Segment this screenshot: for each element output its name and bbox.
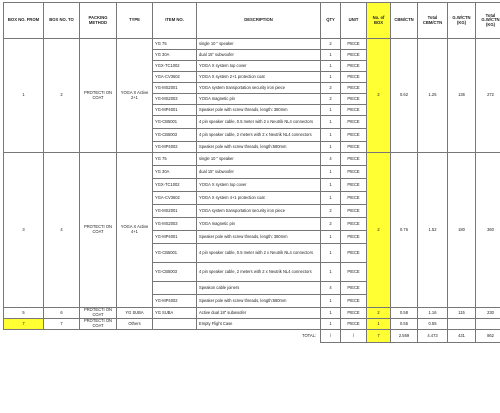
total-cbm: 1.16	[418, 308, 448, 319]
item-qty: 1	[321, 142, 341, 153]
item-no: YG-CB5001	[153, 244, 197, 263]
cbm-per-ctn: 0.58	[391, 308, 418, 319]
box-no-to: 6	[44, 308, 80, 319]
item-unit: PIECE	[341, 179, 367, 192]
item-unit: PIECE	[341, 166, 367, 179]
no-of-box: 1	[367, 319, 391, 330]
total-cbm-per-ctn: 2.569	[391, 330, 418, 343]
item-description: YOGA X system 2+1 protection coat	[197, 72, 321, 83]
item-qty: 1	[321, 192, 341, 205]
item-qty: 1	[321, 72, 341, 83]
gw-per-ctn	[448, 319, 476, 330]
col-no-of-box: No. of BOX	[367, 3, 391, 39]
item-description: YOGA X system 4+1 protection coat	[197, 192, 321, 205]
item-unit: PIECE	[341, 83, 367, 94]
col-total-cbm: Total CBM/CTN	[418, 3, 448, 39]
item-description: YOGA system transportation security iron piece	[197, 205, 321, 218]
item-description: Speakon cable joiners	[197, 282, 321, 295]
item-qty: 1	[321, 308, 341, 319]
total-no-of-box: 7	[367, 330, 391, 343]
col-total-gw: Total G.W/CTN (KG)	[476, 3, 500, 39]
item-qty: 1	[321, 129, 341, 142]
cbm-per-ctn: 0.62	[391, 39, 418, 153]
item-unit: PIECE	[341, 308, 367, 319]
item-qty: 1	[321, 244, 341, 263]
item-description: Speaker pole with screw threads, length:580mm	[197, 295, 321, 308]
item-description: dual 15" subwoofer	[197, 166, 321, 179]
item-description: single 10 " speaker	[197, 153, 321, 166]
item-unit: PIECE	[341, 72, 367, 83]
box-no-to: 7	[44, 319, 80, 330]
packing-list-table	[3, 2, 500, 343]
cbm-per-ctn: 0.76	[391, 153, 418, 308]
col-item-no: ITEM NO.	[153, 3, 197, 39]
item-qty: 1	[321, 295, 341, 308]
item-qty: 1	[321, 105, 341, 116]
product-type: YOGA X Active 2+1	[117, 39, 153, 153]
packing-method: PROTECTI ON COAT	[80, 319, 117, 330]
item-unit: PIECE	[341, 231, 367, 244]
item-qty: 1	[321, 319, 341, 330]
item-qty: 2	[321, 218, 341, 231]
item-no: YG 30A	[153, 50, 197, 61]
item-qty: 1	[321, 61, 341, 72]
item-qty: 1	[321, 263, 341, 282]
item-no	[153, 319, 197, 330]
item-unit: PIECE	[341, 116, 367, 129]
total-cbm: 1.52	[418, 153, 448, 308]
col-type: TYPE	[117, 3, 153, 39]
item-description: Empty Flight Case	[197, 319, 321, 330]
item-unit: PIECE	[341, 295, 367, 308]
item-unit: PIECE	[341, 61, 367, 72]
item-no: YG 75	[153, 39, 197, 50]
item-unit: PIECE	[341, 319, 367, 330]
item-qty: 1	[321, 50, 341, 61]
table-row	[4, 308, 500, 319]
item-description: 4 pin speaker cable, 2 meters with 2 x Neutrik NL4 connectors	[197, 263, 321, 282]
item-qty: 4	[321, 282, 341, 295]
item-unit: PIECE	[341, 282, 367, 295]
total-row	[4, 330, 500, 343]
box-no-from: 5	[4, 308, 44, 319]
col-qty: QTY	[321, 3, 341, 39]
item-no: YG-CB5001	[153, 116, 197, 129]
item-unit: PIECE	[341, 192, 367, 205]
header-row	[4, 3, 500, 39]
col-box-from: BOX NO. FROM	[4, 3, 44, 39]
item-unit: PIECE	[341, 39, 367, 50]
box-no-from: 1	[4, 39, 44, 153]
item-unit: PIECE	[341, 263, 367, 282]
total-total-gw: 862	[476, 330, 500, 343]
col-description: DESCRIPTION	[197, 3, 321, 39]
total-total-cbm: 4.473	[418, 330, 448, 343]
item-qty: 2	[321, 94, 341, 105]
item-unit: PIECE	[341, 153, 367, 166]
item-no: YG-MP4001	[153, 231, 197, 244]
total-label: TOTAL:	[302, 332, 316, 338]
gw-per-ctn: 136	[448, 39, 476, 153]
total-cbm: 0.55	[418, 319, 448, 330]
item-no: YG-MP4002	[153, 142, 197, 153]
item-unit: PIECE	[341, 244, 367, 263]
total-gw: 360	[476, 153, 500, 308]
item-qty: 4	[321, 153, 341, 166]
item-description: dual 15" subwoofer	[197, 50, 321, 61]
item-unit: PIECE	[341, 142, 367, 153]
item-qty: 1	[321, 231, 341, 244]
no-of-box: 2	[367, 308, 391, 319]
item-no: YGX-TC1002	[153, 179, 197, 192]
table-row	[4, 153, 500, 166]
item-description: Speaker pole with screw threads, length: 380mm	[197, 231, 321, 244]
item-no: YGX-TC1002	[153, 61, 197, 72]
item-no: YG SUBA	[153, 308, 197, 319]
item-description: YOGA system transportation security iron piece	[197, 83, 321, 94]
item-description: Active dual 18" subwoofer	[197, 308, 321, 319]
item-unit: PIECE	[341, 94, 367, 105]
item-no: YG-MS2003	[153, 94, 197, 105]
item-no: YG-MS2003	[153, 218, 197, 231]
gw-per-ctn: 180	[448, 153, 476, 308]
packing-method: PROTECTI ON COAT	[80, 308, 117, 319]
item-qty: 1	[321, 179, 341, 192]
box-no-from: 7	[4, 319, 44, 330]
col-packing-method: PACKING METHOD	[80, 3, 117, 39]
packing-method: PROTECTI ON COAT	[80, 153, 117, 308]
packing-method: PROTECTI ON COAT	[80, 39, 117, 153]
item-description: Speaker pole with screw threads, length:580mm	[197, 142, 321, 153]
item-qty: 2	[321, 205, 341, 218]
item-no: YG 30A	[153, 166, 197, 179]
item-unit: PIECE	[341, 205, 367, 218]
item-description: YOGA X system top cover	[197, 61, 321, 72]
product-type: YOGA X Active 4+1	[117, 153, 153, 308]
item-unit: PIECE	[341, 129, 367, 142]
item-unit: PIECE	[341, 50, 367, 61]
item-no: YG 75	[153, 153, 197, 166]
item-description: YOGA magnetic pin	[197, 218, 321, 231]
item-description: 4 pin speaker cable, 0.5 meter with 2 x Neutrik NL4 connectors	[197, 116, 321, 129]
total-gw	[476, 319, 500, 330]
item-description: 4 pin speaker cable, 0.5 meter with 2 x Neutrik NL4 connectors	[197, 244, 321, 263]
item-no: YGA-CV3602	[153, 192, 197, 205]
product-type: Others	[117, 319, 153, 330]
item-no: YG-MS2001	[153, 205, 197, 218]
table-row	[4, 39, 500, 50]
item-unit: PIECE	[341, 105, 367, 116]
gw-per-ctn: 115	[448, 308, 476, 319]
col-gw-ctn: G.W/CTN (KG)	[448, 3, 476, 39]
item-no: YG-CB5003	[153, 263, 197, 282]
item-no: YG-CB5003	[153, 129, 197, 142]
total-qty: /	[321, 330, 341, 343]
item-qty: 1	[321, 116, 341, 129]
item-qty: 2	[321, 83, 341, 94]
total-gw: 272	[476, 39, 500, 153]
item-no	[153, 282, 197, 295]
item-description: 4 pin speaker cable, 2 meters with 2 x Neutrik NL4 connectors	[197, 129, 321, 142]
item-qty: 1	[321, 166, 341, 179]
item-no: YG-MP4002	[153, 295, 197, 308]
item-no: YG-MS2001	[153, 83, 197, 94]
item-description: single 10 " speaker	[197, 39, 321, 50]
item-description: YOGA magnetic pin	[197, 94, 321, 105]
packing-list-body	[4, 39, 500, 343]
col-cbm-ctn: CBM/CTN	[391, 3, 418, 39]
item-description: Speaker pole with screw threads, length: 380mm	[197, 105, 321, 116]
item-qty: 2	[321, 39, 341, 50]
item-description: YOGA X system top cover	[197, 179, 321, 192]
box-no-to: 4	[44, 153, 80, 308]
total-cbm: 1.25	[418, 39, 448, 153]
col-unit: UNIT	[341, 3, 367, 39]
col-box-to: BOX NO. TO	[44, 3, 80, 39]
no-of-box: 2	[367, 153, 391, 308]
cbm-per-ctn: 0.55	[391, 319, 418, 330]
product-type: YG SUBA	[117, 308, 153, 319]
box-no-from: 3	[4, 153, 44, 308]
item-no: YGA-CV3602	[153, 72, 197, 83]
item-unit: PIECE	[341, 218, 367, 231]
box-no-to: 2	[44, 39, 80, 153]
table-row	[4, 319, 500, 330]
total-gw-per-ctn: 431	[448, 330, 476, 343]
no-of-box: 2	[367, 39, 391, 153]
item-no: YG-MP4001	[153, 105, 197, 116]
total-gw: 230	[476, 308, 500, 319]
total-unit: /	[341, 330, 367, 343]
